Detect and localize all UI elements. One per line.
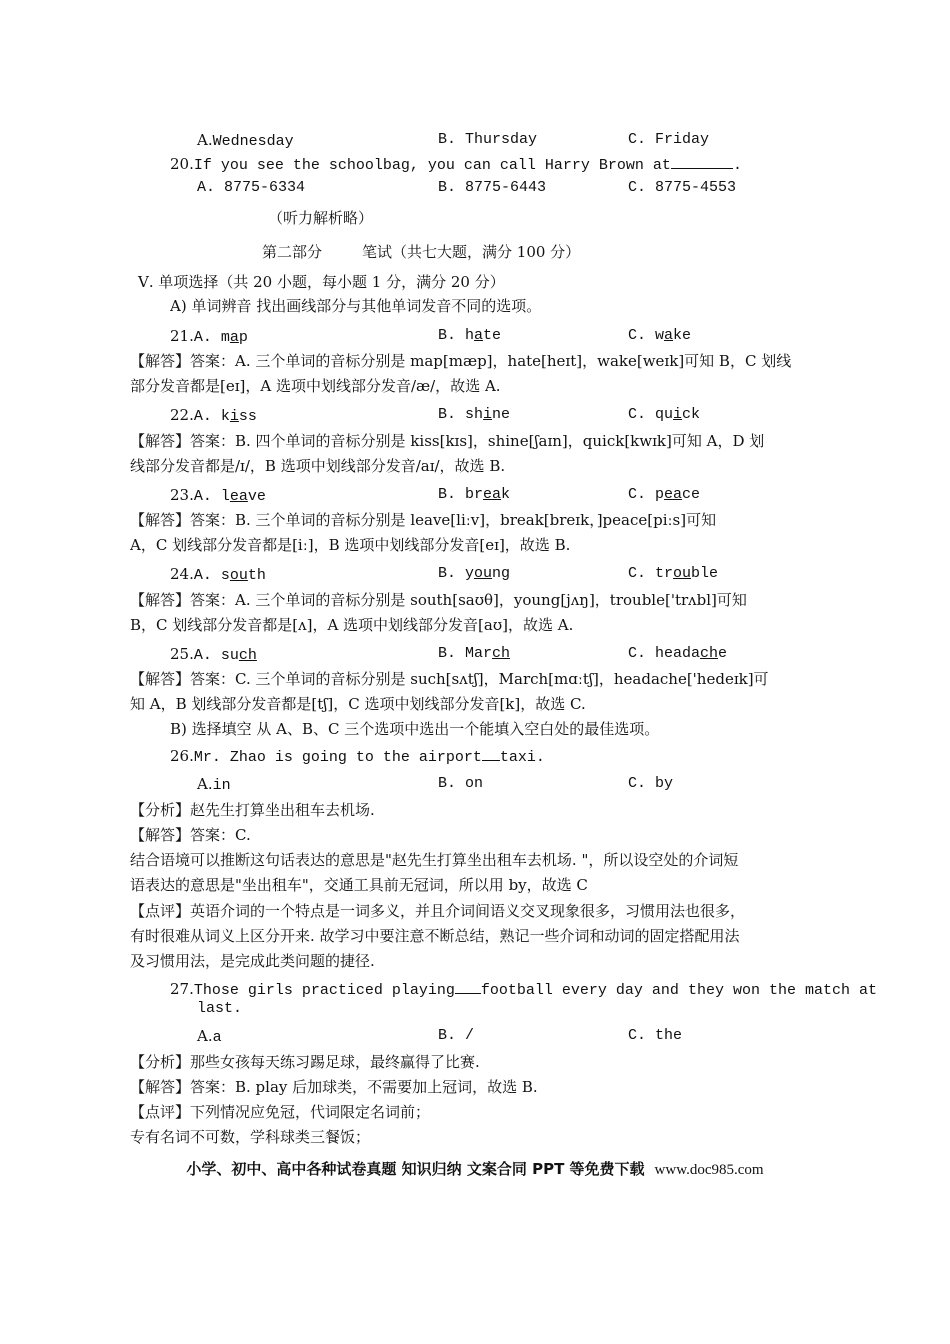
- q27-analysis: 【分析】那些女孩每天练习踢足球，最终赢得了比赛.: [130, 1053, 480, 1071]
- q26-comment-line1: 【点评】英语介词的一个特点是一词多义，并且介词间语义交叉现象很多，习惯用法也很多，: [130, 902, 746, 920]
- q26-explain-line1: 结合语境可以推断这句话表达的意思是"赵先生打算坐出租车去机场. "，所以设空处的介词短: [130, 851, 739, 869]
- q22-option-b: B. shine: [438, 406, 511, 423]
- q26-comment-line3: 及习惯用法，是完成此类问题的捷径.: [130, 952, 375, 970]
- footer-text: 小学、初中、高中各种试卷真题 知识归纳 文案合同 PPT 等免费下载: [186, 1160, 645, 1178]
- q25-answer-line1: 【解答】答案：C. 三个单词的音标分别是 such[sʌtʃ]，March[mɑːtʃ]，headache['hedeɪk]可: [130, 670, 769, 688]
- q27-option-b: B. /: [438, 1027, 475, 1044]
- q25-answer-line2: 知 A，B 划线部分发音都是[tʃ]，C 选项中划线部分发音[k]，故选 C.: [130, 695, 586, 713]
- q19-option-c: C. Friday: [628, 131, 710, 148]
- q21-answer-line2: 部分发音都是[eɪ]，A 选项中划线部分发音/æ/，故选 A.: [130, 377, 501, 395]
- part2-title: 第二部分 笔试（共七大题，满分 100 分）: [262, 243, 581, 261]
- q26-analysis: 【分析】赵先生打算坐出租车去机场.: [130, 801, 375, 819]
- q27-comment-line1: 【点评】下列情况应免冠，代词限定名词前；: [130, 1103, 431, 1121]
- q20-option-a: A. 8775-6334: [197, 179, 306, 196]
- q22-option-a: 22.A. kiss: [170, 406, 257, 425]
- q21-option-b: B. hate: [438, 327, 502, 344]
- q22-answer-line1: 【解答】答案：B. 四个单词的音标分别是 kiss[kɪs]，shine[ʃaɪn]，quick[kwɪk]可知 A，D 划: [130, 432, 765, 450]
- q21-option-a: 21.A. map: [170, 327, 248, 346]
- q23-option-c: C. peace: [628, 486, 701, 503]
- q27-answer: 【解答】答案：B. play 后加球类，不需要加上冠词，故选 B.: [130, 1078, 538, 1096]
- listening-note: （听力解析略）: [268, 209, 374, 227]
- q25-option-a: 25.A. such: [170, 645, 257, 664]
- q20-stem: 20.If you see the schoolbag, you can call Harry Brown at .: [170, 155, 742, 174]
- q26-option-b: B. on: [438, 775, 484, 792]
- q24-option-c: C. trouble: [628, 565, 719, 582]
- q19-option-b: B. Thursday: [438, 131, 538, 148]
- q21-answer-line1: 【解答】答案：A. 三个单词的音标分别是 map[mæp]，hate[heɪt]，wake[weɪk]可知 B，C 划线: [130, 352, 792, 370]
- q26-comment-line2: 有时很难从词义上区分开来. 故学习中要注意不断总结，熟记一些介词和动词的固定搭配用法: [130, 927, 740, 945]
- q24-answer-line1: 【解答】答案：A. 三个单词的音标分别是 south[saʊθ]，young[jʌŋ]，trouble['trʌbl]可知: [130, 591, 747, 609]
- q27-option-c: C. the: [628, 1027, 683, 1044]
- q25-option-c: C. headache: [628, 645, 728, 662]
- q26-stem: 26.Mr. Zhao is going to the airport taxi.: [170, 747, 545, 766]
- q24-answer-line2: B，C 划线部分发音都是[ʌ]，A 选项中划线部分发音[aʊ]，故选 A.: [130, 616, 574, 634]
- q23-answer-line2: A，C 划线部分发音都是[iː]，B 选项中划线部分发音[eɪ]，故选 B.: [130, 536, 571, 554]
- q19-option-a: A.Wednesday: [197, 131, 294, 150]
- q27-stem-line2: last.: [197, 1000, 243, 1017]
- q26-option-a: A.in: [197, 775, 231, 794]
- subA-title: A) 单词辨音 找出画线部分与其他单词发音不同的选项。: [170, 297, 542, 315]
- q23-option-a: 23.A. leave: [170, 486, 266, 505]
- q25-option-b: B. March: [438, 645, 511, 662]
- q26-option-c: C. by: [628, 775, 674, 792]
- q26-explain-line2: 语表达的意思是"坐出租车"，交通工具前无冠词，所以用 by，故选 C: [130, 876, 588, 894]
- q22-option-c: C. quick: [628, 406, 701, 423]
- section5-title: Ⅴ. 单项选择（共 20 小题，每小题 1 分，满分 20 分）: [138, 273, 505, 291]
- q23-option-b: B. break: [438, 486, 511, 503]
- q26-answer: 【解答】答案：C.: [130, 826, 251, 844]
- q21-option-c: C. wake: [628, 327, 692, 344]
- subB-title: B) 选择填空 从 A、B、C 三个选项中选出一个能填入空白处的最佳选项。: [170, 720, 660, 738]
- q27-comment-line2: 专有名词不可数，学科球类三餐饭；: [130, 1128, 371, 1146]
- q20-option-b: B. 8775-6443: [438, 179, 547, 196]
- q27-option-a: A.a: [197, 1027, 222, 1046]
- q24-option-b: B. young: [438, 565, 511, 582]
- footer-banner: [0, 1158, 950, 1179]
- q27-stem: 27.Those girls practiced playing football every day and they won the match at: [170, 980, 877, 999]
- q22-answer-line2: 线部分发音都是/ɪ/，B 选项中划线部分发音/aɪ/，故选 B.: [130, 457, 506, 475]
- q24-option-a: 24.A. south: [170, 565, 266, 584]
- footer-url[interactable]: www.doc985.com: [654, 1162, 764, 1178]
- q20-option-c: C. 8775-4553: [628, 179, 737, 196]
- q23-answer-line1: 【解答】答案：B. 三个单词的音标分别是 leave[liːv]，break[breɪk，]peace[piːs]可知: [130, 511, 717, 529]
